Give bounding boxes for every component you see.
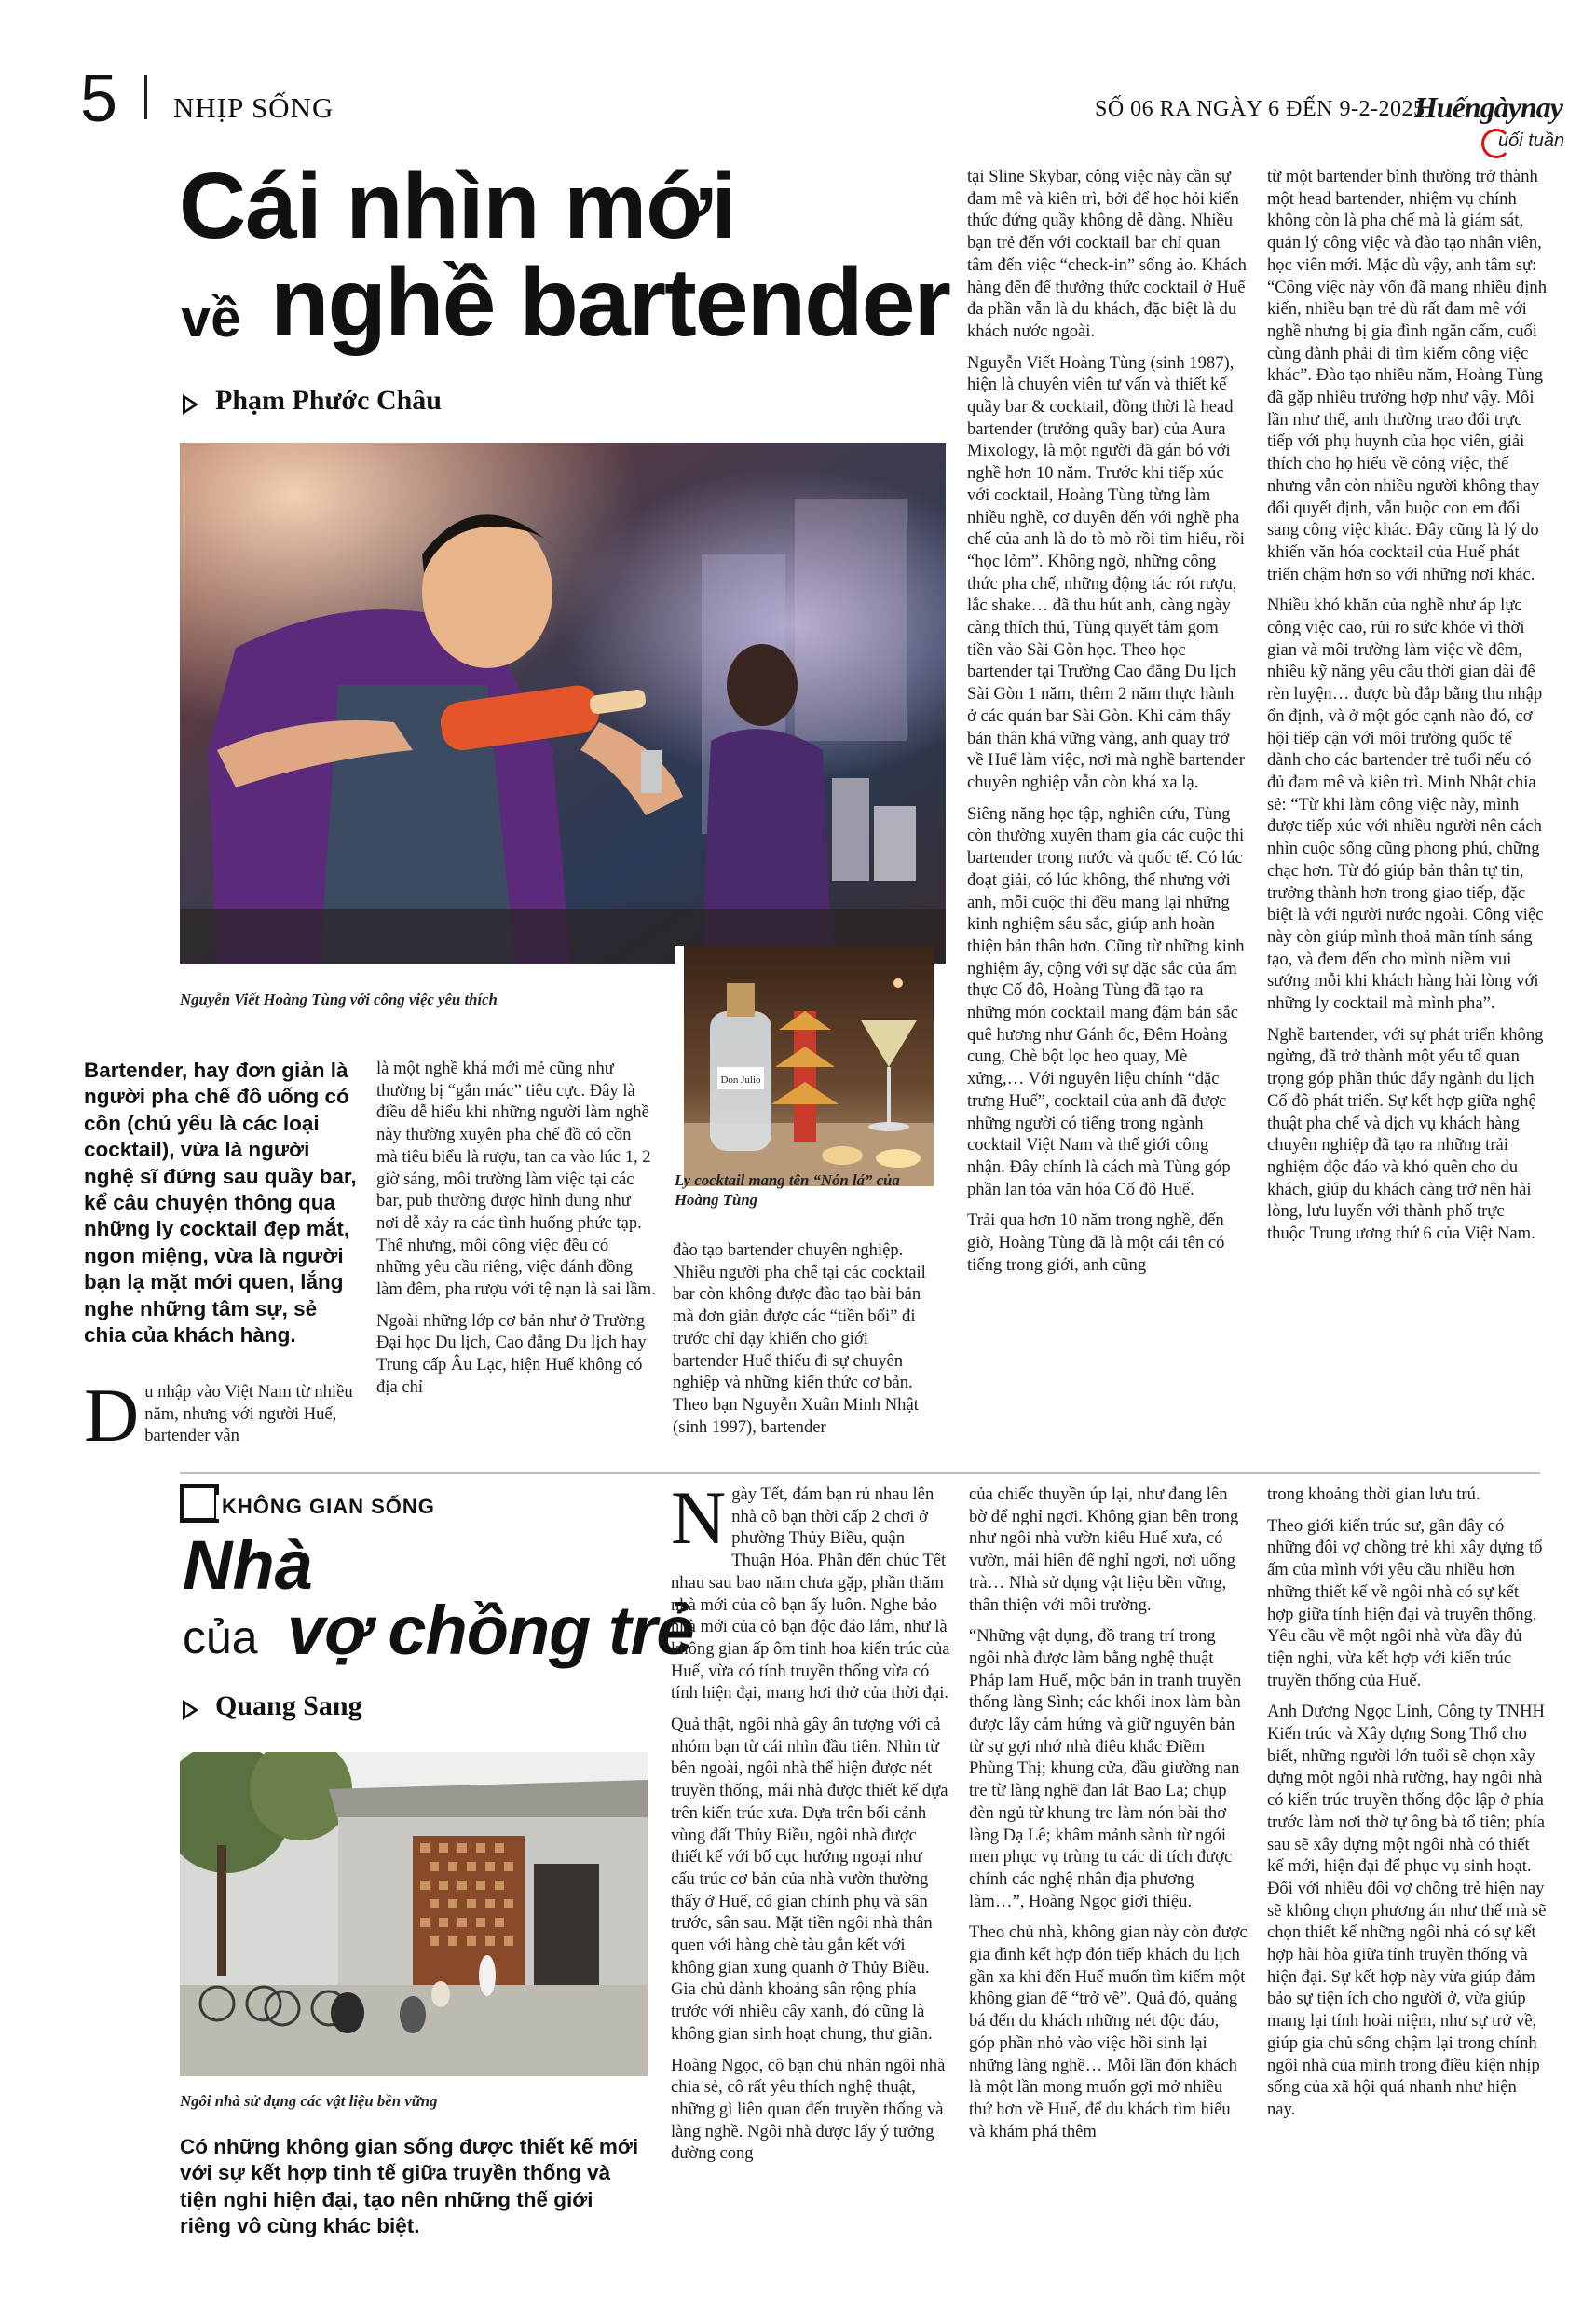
byline-triangle-inner [185, 1704, 194, 1716]
article2-col3 [671, 1475, 950, 2174]
section-box-icon [180, 1484, 219, 1523]
article1-lead: Bartender, hay đơn giản là người pha chế đồ uống có cồn (chủ yếu là các loại cocktail), vừa là người nghệ sĩ đứng sau quầy bar, kể câu chuyện thông qua những ly cocktail đẹp mắt, ngon miệng, vừa là người bạn lạ mặt mới quen, lắng nghe những tâm sự, sẻ chia của khách hàng. [84, 1059, 357, 1348]
article1-col1-text: u nhập vào Việt Nam từ nhiều năm, nhưng với người Huế, bartender vẫn [144, 1382, 353, 1446]
paragraph: là một nghề khá mới mẻ cũng như thường bị “gắn mác” tiêu cực. Đây là điều dễ hiểu khi những người làm nghề này thường xuyên pha chế đồ có cồn mà tiêu biểu là rượu, tan ca vào lúc 1, 2 giờ sáng, môi trường làm việc tại các bar, pub thường được hình dung như nơi dễ xảy ra các tình huống phức tạp. Thế nhưng, mỗi công việc đều có những yêu cầu riêng, việc đánh đồng làm đêm, pha rượu với tệ nạn là sai lầm. [376, 1059, 656, 1300]
paragraph: Quả thật, ngôi nhà gây ấn tượng với cả nhóm bạn từ cái nhìn đầu tiên. Nhìn từ bên ngoài, ngôi nhà thể hiện được nét truyền thống, mái nhà được thiết kế dựa trên kiến trúc xưa. Dựa trên bối cảnh vùng đất Thủy Biều, ngôi nhà được thiết kế với bố cục hướng ngoại như cấu trúc cơ bản của nhà vườn thường thấy ở Huế, có gian chính phụ và sân trước, sân sau. Mặt tiền ngôi nhà thân quen với hàng chè tàu gắn kết với không gian xung quanh ở Thủy Biều. Gia chủ dành khoảng sân rộng phía trước với nhiều cây xanh, đó cũng là không gian sinh hoạt chung, thư giãn. [671, 1715, 948, 2044]
article1-col4 [967, 166, 1247, 1285]
paragraph: Nhiều khó khăn của nghề như áp lực công việc cao, rủi ro sức khỏe vì thời gian và môi trường làm việc về đêm, nhiều kỹ năng yêu cầu thời gian dài để rèn luyện… được bù đắp bằng thu nhập ổn định, và ở một góc cạnh nào đó, cơ hội tiếp cận với môi trường quốc tế dành cho các bartender trẻ tuổi nếu có đủ đam mê và kiên trì. Minh Nhật chia sẻ: “Từ khi làm công việc này, mình được tiếp xúc với nhiều người nên cách nhìn cuộc sống cũng phong phú, chững chạc hơn. Từ đó giúp bản thân tự tin, trưởng thành hơn trong giao tiếp, đặc biệt là với người nước ngoài. Công việc này còn giúp mình thoả mãn tính sáng tạo, và đem đến cho mình niềm vui sướng mỗi khi khách hàng hài lòng với những ly cocktail mà mình pha”. [1267, 595, 1544, 1014]
page-number: 5 [80, 62, 118, 136]
paragraph: đào tạo bartender chuyên nghiệp. Nhiều người pha chế tại các cocktail bar còn không được đào tạo bài bản mà đơn giản được các “tiền bối” đi trước chỉ dạy khiến cho giới bartender Huế thiếu đi sự chuyên nghiệp và những kiến thức cơ bản. Theo bạn Nguyễn Xuân Minh Nhật (sinh 1997), bartender [673, 1240, 926, 1437]
paragraph: trong khoảng thời gian lưu trú. [1267, 1484, 1480, 1504]
photo-main-caption: Nguyễn Viết Hoàng Tùng với công việc yêu thích [180, 991, 498, 1008]
bartender-photo [180, 443, 946, 964]
article1-title-line2: nghề bartender [270, 249, 949, 357]
paragraph: Siêng năng học tập, nghiên cứu, Tùng còn thường xuyên tham gia các cuộc thi bartender trong nước và quốc tế. Có lúc đoạt giải, có lúc không, thế nhưng với anh, mỗi cuộc thi đều mang lại những kinh nghiệm sâu sắc, giúp anh hoàn thiện bản thân hơn. Cũng từ những kinh nghiệm ấy, cộng với sự đặc sắc của ẩm thực Cố đô, Hoàng Tùng đã tạo ra những món cocktail mang đậm bản sắc quê hương như Gánh ốc, Đêm Hoàng cung, Chè bột lọc heo quay, Mè xửng,… Với nguyên liệu chính “đặc trưng Huế”, cocktail của anh đã được những người có tiếng trong ngành cocktail Việt Nam và thế giới công nhận. Đây chính là cách mà Tùng góp phần lan tỏa văn hóa Cố đô Huế. [967, 803, 1245, 1199]
paragraph: Trải qua hơn 10 năm trong nghề, đến giờ, Hoàng Tùng đã là một cái tên có tiếng trong giới, anh cũng [967, 1211, 1225, 1275]
logo-subtitle: uối tuần [1498, 130, 1565, 151]
photo-small-caption: Ly cocktail mang tên “Nón lá” của Hoàng Tùng [675, 1171, 900, 1209]
header-divider [144, 75, 147, 119]
article1-author: Phạm Phước Châu [215, 385, 442, 416]
dropcap-n: N [671, 1475, 727, 1560]
paragraph: của chiếc thuyền úp lại, như đang lên bờ để nghỉ ngơi. Không gian bên trong như ngôi nhà vườn kiểu Huế xưa, có vườn, mái hiên để nghỉ ngơi, nơi uống trà… Nhà sử dụng vật liệu bền vững, thân thiện với môi trường. [969, 1484, 1239, 1615]
byline-triangle-inner [185, 399, 194, 410]
article2-col4 [969, 1484, 1248, 2152]
article2-title-line2: vợ chồng trẻ [287, 1592, 694, 1669]
newspaper-logo: Huếngàynay [1414, 90, 1562, 124]
dropcap-d: D [84, 1373, 140, 1457]
issue-info: SỐ 06 RA NGÀY 6 ĐẾN 9-2-2025 [1095, 97, 1425, 121]
paragraph: Anh Dương Ngọc Linh, Công ty TNHH Kiến trúc và Xây dựng Song Thổ cho biết, những người lớn tuổi sẽ chọn xây dựng một ngôi nhà rường, hay ngôi nhà có kiến trúc truyền thống độc lập ở phía trước làm nơi thờ tự ông bà tổ tiên; phía sau sẽ xây dựng một ngôi nhà có thiết kế mới, hiện đại để phục vụ sinh hoạt. Đối với nhiều đôi vợ chồng trẻ hiện nay sẽ không chọn phương án như thế mà sẽ chọn thiết kế những ngôi nhà có sự kết hợp hài hòa giữa tính truyền thống và hiện đại. Sự kết hợp này vừa giúp đảm bảo sự tiện ích cho người ở, vừa giúp mang lại tính hoài niệm, như sự trở về, giúp gia chủ sống chậm lại trong chính ngôi nhà của mình trong điều kiện nhịp sống của xã hội quá nhanh như hiện nay. [1267, 1702, 1547, 2119]
paragraph: Nghề bartender, với sự phát triển không ngừng, đã trở thành một yếu tố quan trọng góp phần thúc đẩy ngành du lịch Cố đô phát triển. Sự kết hợp giữa nghệ thuật pha chế và dịch vụ khách hàng chuyên nghiệp đã tạo ra những trải nghiệm độc đáo và khó quên cho du khách, giúp du khách càng trở nên hài lòng, lưu luyến với thành phố trực thuộc Trung ương thứ 6 của Việt Nam. [1267, 1024, 1544, 1244]
article2-title-small: của [183, 1611, 258, 1663]
paragraph: tại Sline Skybar, công việc này cần sự đam mê và kiên trì, bởi để học hỏi kiến thức đứng quầy không dễ dàng. Nhiều bạn trẻ đến với cocktail bar chỉ quan tâm đến việc “check-in” sống ảo. Khách hàng đến để thưởng thức cocktail ở Huế đa phần vẫn là du khách, đặc biệt là du khách nước ngoài. [967, 167, 1247, 341]
article1-col5 [1267, 166, 1547, 1254]
house-photo [180, 1752, 648, 2076]
paragraph [671, 1475, 950, 1704]
paragraph: Nguyễn Viết Hoàng Tùng (sinh 1987), hiện là chuyên viên tư vấn và thiết kế quầy bar & cocktail, đồng thời là head bartender (trưởng quầy bar) của Aura Mixology, là một người đã gắn bó với nghề hơn 10 năm. Trước khi tiếp xúc với cocktail, Hoàng Tùng từng làm nhiều nghề, cơ duyên đến với nghề pha chế của anh là do tò mò rồi tìm hiểu, rồi “học lỏm”. Không ngờ, những công thức pha chế, những động tác rót rượu, lắc shake… đã thu hút anh, càng ngày càng thích thú, Tùng quyết tâm gom tiền vào Sài Gòn học. Theo học bartender tại Trường Cao đẳng Du lịch Sài Gòn 1 năm, thêm 2 năm thực hành ở các quán bar Sài Gòn. Khi cảm thấy bản thân khá vững vàng, anh quay trở về Huế làm việc, nơi mà nghề bartender chuyên nghiệp vẫn còn khá xa lạ. [967, 352, 1245, 792]
article1-col2 [376, 1058, 656, 1408]
article1-title-small: về [181, 288, 241, 349]
paragraph: Theo chủ nhà, không gian này còn được gia đình kết hợp đón tiếp khách du lịch gần xa khi đến Huế muốn tìm kiếm một không gian để “trở về”. Quả đó, quảng bá đến du khách những nét độc đáo, góp phần nhỏ vào việc hồi sinh lại những làng nghề… Mỗi lần đón khách là một lần mong muốn gợi mở nhiều thứ hơn về Huế, để du khách tìm hiểu và khám phá thêm [969, 1922, 1248, 2141]
article2-title-line1: Nhà [183, 1526, 313, 1604]
paragraph: từ một bartender bình thường trở thành một head bartender, nhiệm vụ chính không còn là pha chế mà là giám sát, quản lý công việc và đào tạo nhân viên, học viên mới. Mặc dù vậy, anh tâm sự: “Công việc này vốn đã mang nhiều định kiến, nhiều bạn trẻ dù rất đam mê với nghề nhưng bị gia đình ngăn cấm, cuối cùng đành phải đi tìm kiếm công việc khác”. Đào tạo nhiều năm, Hoàng Tùng đã gặp nhiều trường hợp như vậy. Mỗi lần như thế, anh thường trao đổi trực tiếp với phụ huynh của học viên, giải thích cho họ hiểu về công việc, thế nhưng vẫn còn nhiều người không thay đổi quyết định, vẫn buộc con em đổi sang công việc khác. Đây cũng là lý do khiến văn hóa cocktail của Huế phát triển chậm hơn so với những nơi khác. [1267, 167, 1548, 584]
article2-author: Quang Sang [215, 1690, 362, 1721]
article2-section-label: KHÔNG GIAN SỐNG [216, 1495, 441, 1519]
article2-col5 [1267, 1484, 1547, 2130]
paragraph: “Những vật dụng, đồ trang trí trong ngôi nhà được làm bằng nghệ thuật Pháp lam Huế, mộc bản in tranh truyền thống làng Sình; các khối inox làm bàn được lấy cảm hứng và giữ nguyên bản từ sự gợi nhớ nhà điêu khắc Điềm Phùng Thị; khung cửa, đầu giường nan tre từ làng nghề đan lát Bao La; chụp đèn ngủ từ khung tre làm nón bài thơ làng Dạ Lê; khâm mảnh sành từ ngói men phục vụ trùng tu các di tích được chính các nghệ nhân địa phương làm…”, Hoàng Ngọc giới thiệu. [969, 1626, 1242, 1911]
section-divider [180, 1472, 1540, 1474]
article1-col3-bottom [673, 1239, 937, 1447]
cocktail-photo [675, 946, 934, 1186]
house-photo-caption: Ngôi nhà sử dụng các vật liệu bền vững [180, 2092, 438, 2110]
section-title: NHỊP SỐNG [173, 91, 334, 124]
paragraph: Ngoài những lớp cơ bản như ở Trường Đại học Du lịch, Cao đẳng Du lịch hay Trung cấp Âu Lạc, hiện Huế không có địa chỉ [376, 1310, 647, 1397]
article2-col3-p1: gày Tết, đám bạn rủ nhau lên nhà cô bạn thời cấp 2 chơi ở phường Thủy Biều, quận Thuận Hóa. Phần đến chúc Tết nhau sau bao năm chưa gặp, phần thăm nhà mới của cô bạn ấy luôn. Nghe bảo nhà mới của cô bạn độc đáo lắm, như là không gian ấp ôm tinh hoa kiến trúc của Huế, vừa có tính truyền thống vừa có tính hiện đại, mang hơi thở của thời đại. [671, 1484, 950, 1703]
paragraph: Hoàng Ngọc, cô bạn chủ nhân ngôi nhà chia sẻ, cô rất yêu thích nghệ thuật, những gì liên quan đến truyền thống và làng nghề. Ngôi nhà được lấy ý tưởng đường cong [671, 2055, 946, 2164]
article1-title-line1: Cái nhìn mới [179, 154, 737, 258]
article2-lead: Có những không gian sống được thiết kế mới với sự kết hợp tinh tế giữa truyền thống và tiện nghi hiện đại, tạo nên những thế giới riêng vô cùng khác biệt. [180, 2135, 639, 2238]
article1-col1-body [84, 1373, 363, 1457]
paragraph: Theo giới kiến trúc sư, gần đây có những đôi vợ chồng trẻ khi xây dựng tổ ấm của mình với yêu cầu nhiều hơn những thiết kế về ngôi nhà có sự kết hợp giữa tính hiện đại và truyền thống. Yêu cầu về một ngôi nhà vừa đầy đủ tiện nghi, vừa kết hợp với kiến trúc truyền thống của Huế. [1267, 1515, 1543, 1690]
bottle-label-text: Don Julio [720, 1074, 761, 1086]
